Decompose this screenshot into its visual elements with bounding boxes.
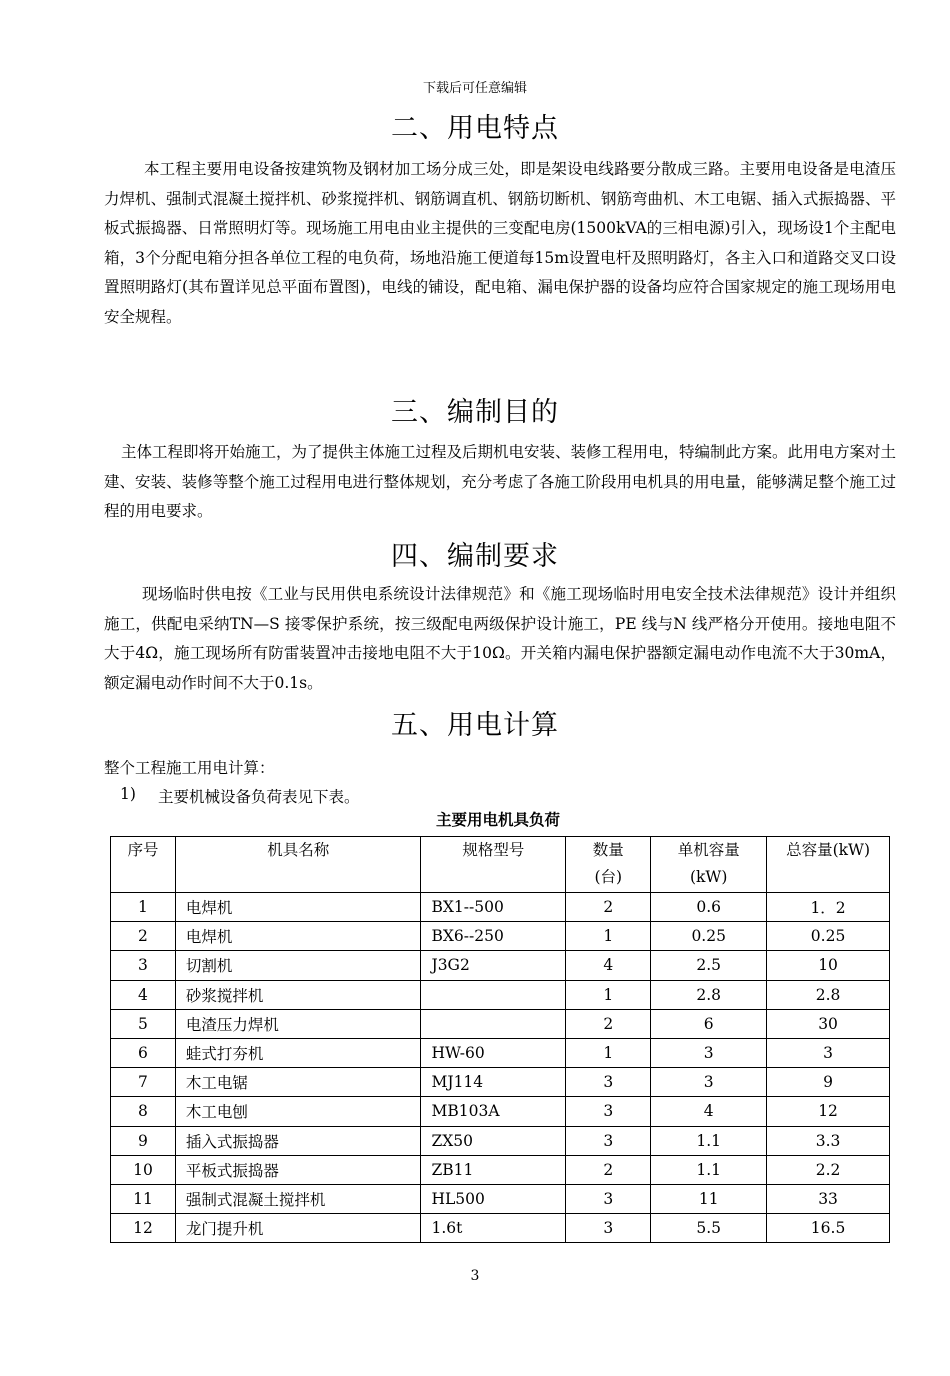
cell-total: 33	[767, 1184, 890, 1213]
cell-no: 3	[111, 951, 176, 980]
table-row	[111, 1068, 890, 1097]
section-3-body: 主体工程即将开始施工，为了提供主体施工过程及后期机电安装、装修工程用电，特编制此方案。此用电方案对土建、安装、装修等整个施工过程用电进行整体规划，充分考虑了各施工阶段用电机具的用电量，能够满足整个施工过程的用电要求。	[104, 443, 897, 520]
cell-no: 4	[111, 980, 176, 1009]
section-5-title: 五、用电计算	[391, 710, 559, 741]
header-name: 机具名称	[175, 837, 421, 893]
cell-name: 木工电锯	[175, 1068, 421, 1097]
cell-unit: 0.25	[651, 922, 767, 951]
cell-name: 砂浆搅拌机	[175, 980, 421, 1009]
cell-name: 蛙式打夯机	[175, 1038, 421, 1067]
header-unit-capacity: 单机容量 (kW)	[651, 837, 767, 893]
table-row	[111, 922, 890, 951]
cell-total: 10	[767, 951, 890, 980]
table-row	[111, 1155, 890, 1184]
table-row	[111, 893, 890, 922]
page-number: 3	[470, 1268, 480, 1284]
cell-total: 16.5	[767, 1214, 890, 1243]
table-row	[111, 1009, 890, 1038]
section-2-title: 二、用电特点	[391, 113, 559, 144]
cell-name: 木工电刨	[175, 1097, 421, 1126]
cell-unit: 3	[651, 1038, 767, 1067]
cell-model: MB103A	[421, 1097, 566, 1126]
cell-qty: 1	[566, 1038, 651, 1067]
cell-model: ZX50	[421, 1126, 566, 1155]
cell-unit: 3	[651, 1068, 767, 1097]
header-no: 序号	[111, 837, 176, 893]
cell-qty: 2	[566, 1155, 651, 1184]
cell-total: 3	[767, 1038, 890, 1067]
cell-total: 3.3	[767, 1126, 890, 1155]
cell-unit: 11	[651, 1184, 767, 1213]
header-qty: 数量 (台)	[566, 837, 651, 893]
cell-name: 平板式振捣器	[175, 1155, 421, 1184]
cell-qty: 4	[566, 951, 651, 980]
cell-model: J3G2	[421, 951, 566, 980]
table-row	[111, 1038, 890, 1067]
cell-qty: 2	[566, 893, 651, 922]
cell-total: 12	[767, 1097, 890, 1126]
cell-total: 0.25	[767, 922, 890, 951]
cell-unit: 1.1	[651, 1126, 767, 1155]
section-4-body: 现场临时供电按《工业与民用供电系统设计法律规范》和《施工现场临时用电安全技术法律规范》设计并组织施工，供配电采纳TN—S 接零保护系统，按三级配电两级保护设计施工，PE 线与N 线严格分开使用。接地电阻不大于4Ω，施工现场所有防雷装置冲击接地电阻不大于10Ω。开关箱内漏电保护器额定漏电动作电流不大于30mA，额定漏电动作时间不大于0.1s。	[104, 585, 896, 692]
cell-model: ZB11	[421, 1155, 566, 1184]
cell-qty: 3	[566, 1184, 651, 1213]
section-2-body: 本工程主要用电设备按建筑物及钢材加工场分成三处，即是架设电线路要分散成三路。主要用电设备是电渣压力焊机、强制式混凝土搅拌机、砂浆搅拌机、钢筋调直机、钢筋切断机、钢筋弯曲机、木工电锯、插入式振捣器、平板式振捣器、日常照明灯等。现场施工用电由业主提供的三变配电房(1500kVA的三相电源)引入，现场设1个主配电箱，3个分配电箱分担各单位工程的电负荷，场地沿施工便道每15m设置电杆及照明路灯，各主入口和道路交叉口设置照明路灯(其布置详见总平面布置图)，电线的铺设，配电箱、漏电保护器的设备均应符合国家规定的施工现场用电安全规程。	[104, 160, 896, 326]
cell-name: 电焊机	[175, 893, 421, 922]
cell-qty: 2	[566, 1009, 651, 1038]
cell-no: 2	[111, 922, 176, 951]
cell-qty: 3	[566, 1214, 651, 1243]
cell-model	[421, 1009, 566, 1038]
cell-name: 切割机	[175, 951, 421, 980]
cell-unit: 2.8	[651, 980, 767, 1009]
cell-qty: 3	[566, 1126, 651, 1155]
list-item-1-number: 1)	[120, 785, 136, 803]
table-caption: 主要用电机具负荷	[435, 810, 560, 829]
cell-total: 1．2	[767, 893, 890, 922]
cell-unit: 2.5	[651, 951, 767, 980]
cell-no: 6	[111, 1038, 176, 1067]
cell-model: BX1--500	[421, 893, 566, 922]
cell-name: 插入式振捣器	[175, 1126, 421, 1155]
list-item-1-text: 主要机械设备负荷表见下表。	[158, 788, 360, 806]
cell-no: 12	[111, 1214, 176, 1243]
cell-total: 30	[767, 1009, 890, 1038]
cell-qty: 3	[566, 1097, 651, 1126]
cell-unit: 0.6	[651, 893, 767, 922]
cell-model: BX6--250	[421, 922, 566, 951]
cell-no: 9	[111, 1126, 176, 1155]
cell-unit: 1.1	[651, 1155, 767, 1184]
cell-model: MJ114	[421, 1068, 566, 1097]
cell-total: 2.2	[767, 1155, 890, 1184]
table-header-row	[111, 837, 890, 893]
cell-no: 8	[111, 1097, 176, 1126]
header-model: 规格型号	[421, 837, 566, 893]
cell-name: 电焊机	[175, 922, 421, 951]
cell-model: HW-60	[421, 1038, 566, 1067]
cell-qty: 3	[566, 1068, 651, 1097]
table-row	[111, 980, 890, 1009]
cell-no: 11	[111, 1184, 176, 1213]
table-row	[111, 1184, 890, 1213]
cell-name: 龙门提升机	[175, 1214, 421, 1243]
table-row	[111, 1097, 890, 1126]
cell-model	[421, 980, 566, 1009]
cell-name: 电渣压力焊机	[175, 1009, 421, 1038]
cell-unit: 5.5	[651, 1214, 767, 1243]
cell-qty: 1	[566, 980, 651, 1009]
cell-qty: 1	[566, 922, 651, 951]
cell-total: 9	[767, 1068, 890, 1097]
cell-model: 1.6t	[421, 1214, 566, 1243]
cell-no: 10	[111, 1155, 176, 1184]
header-note: 下载后可任意编辑	[422, 81, 527, 96]
section-5-intro: 整个工程施工用电计算：	[104, 759, 275, 777]
table-row	[111, 951, 890, 980]
cell-name: 强制式混凝土搅拌机	[175, 1184, 421, 1213]
cell-unit: 4	[651, 1097, 767, 1126]
cell-model: HL500	[421, 1184, 566, 1213]
section-4-title: 四、编制要求	[391, 541, 559, 572]
cell-no: 7	[111, 1068, 176, 1097]
load-table	[110, 836, 890, 1243]
cell-no: 1	[111, 893, 176, 922]
table-row	[111, 1214, 890, 1243]
table-row	[111, 1126, 890, 1155]
cell-no: 5	[111, 1009, 176, 1038]
cell-total: 2.8	[767, 980, 890, 1009]
cell-unit: 6	[651, 1009, 767, 1038]
header-total-capacity: 总容量(kW)	[767, 837, 890, 893]
section-3-title: 三、编制目的	[391, 397, 559, 428]
